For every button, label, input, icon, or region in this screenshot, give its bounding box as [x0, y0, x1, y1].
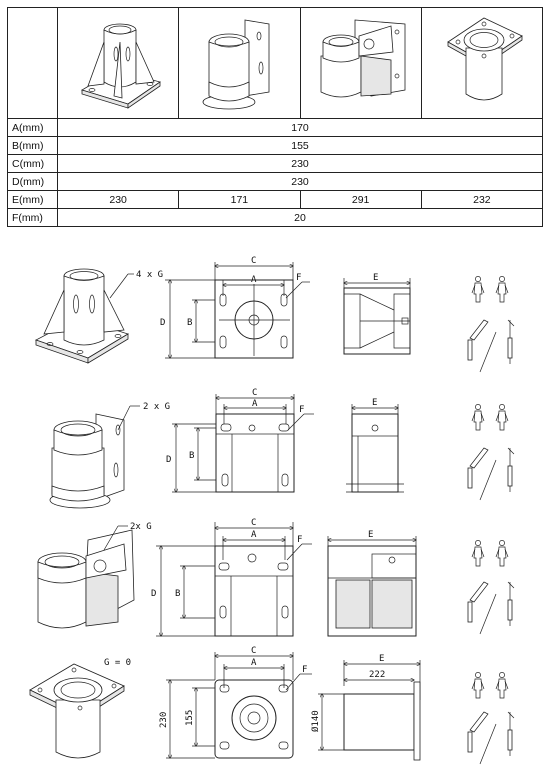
- row-value: 230: [58, 173, 543, 191]
- wrench-icon: [468, 448, 514, 500]
- dim-222: 222: [369, 670, 386, 680]
- g-note: 4 x G: [136, 270, 164, 280]
- row-label: F(mm): [8, 209, 58, 227]
- wrench-icon: [468, 712, 514, 764]
- dim-a: A: [251, 658, 257, 668]
- drawing-row-3: [38, 518, 514, 636]
- iso-view-4: [30, 658, 131, 758]
- dim-a: A: [251, 530, 257, 540]
- drawing-row-4: [30, 646, 514, 764]
- dim-e: E: [373, 273, 379, 283]
- side-view-1: [344, 273, 410, 354]
- dim-b: B: [175, 589, 181, 599]
- dim-c: C: [251, 256, 257, 266]
- wrench-icon: [468, 582, 514, 634]
- row-value: 232: [421, 191, 542, 209]
- dim-d: D: [151, 589, 157, 599]
- row-value: 20: [58, 209, 543, 227]
- row-value: 155: [58, 137, 543, 155]
- dim-230: 230: [159, 711, 169, 728]
- row-label: D(mm): [8, 173, 58, 191]
- g-note: 2x G: [130, 522, 152, 532]
- side-view-4: [310, 654, 420, 760]
- g-note: 2 x G: [143, 402, 171, 412]
- row-label: A(mm): [8, 119, 58, 137]
- dim-a: A: [252, 399, 258, 409]
- row-value: 230: [58, 191, 179, 209]
- row-value: 171: [179, 191, 300, 209]
- dim-f: F: [302, 665, 308, 675]
- row-value: 170: [58, 119, 543, 137]
- row-label: E(mm): [8, 191, 58, 209]
- wrench-icon: [468, 320, 514, 372]
- row-value: 291: [300, 191, 421, 209]
- installation-icons-3: [468, 540, 514, 634]
- dim-f: F: [299, 405, 305, 415]
- dim-c: C: [251, 518, 257, 528]
- row-label: C(mm): [8, 155, 58, 173]
- person-icon: [472, 540, 484, 566]
- installation-icons-2: [468, 404, 514, 500]
- dim-e: E: [368, 530, 374, 540]
- row-label: B(mm): [8, 137, 58, 155]
- person-icon: [472, 276, 484, 302]
- installation-icons-4: [468, 672, 514, 764]
- dim-c: C: [251, 646, 257, 656]
- dim-e: E: [379, 654, 385, 664]
- installation-icons-1: [468, 276, 514, 372]
- dim-155: 155: [185, 709, 195, 726]
- person-icon: [496, 276, 508, 302]
- dim-140: Ø140: [311, 710, 321, 732]
- drawing-row-2: [50, 388, 514, 508]
- person-icon: [472, 672, 484, 698]
- dim-d: D: [166, 455, 172, 465]
- iso-view-1: [36, 269, 166, 363]
- dim-f: F: [297, 535, 303, 545]
- iso-view-3: [38, 522, 152, 628]
- dim-b: B: [189, 451, 195, 461]
- dim-a: A: [251, 275, 257, 285]
- g-note: G = 0: [104, 658, 132, 668]
- person-icon: [496, 404, 508, 430]
- top-view-3: [151, 518, 312, 636]
- dim-e: E: [372, 398, 378, 408]
- drawing-row-1: [36, 256, 514, 372]
- person-icon: [496, 672, 508, 698]
- top-view-1: [160, 256, 310, 358]
- dim-c: C: [252, 388, 258, 398]
- person-icon: [496, 540, 508, 566]
- side-view-2: [346, 398, 404, 492]
- dim-b: B: [187, 318, 193, 328]
- top-view-4: [159, 646, 312, 758]
- iso-view-2: [50, 402, 170, 508]
- person-icon: [472, 404, 484, 430]
- dim-f: F: [296, 273, 302, 283]
- row-value: 230: [58, 155, 543, 173]
- dim-d: D: [160, 318, 166, 328]
- side-view-3: [328, 530, 416, 636]
- top-view-2: [166, 388, 314, 492]
